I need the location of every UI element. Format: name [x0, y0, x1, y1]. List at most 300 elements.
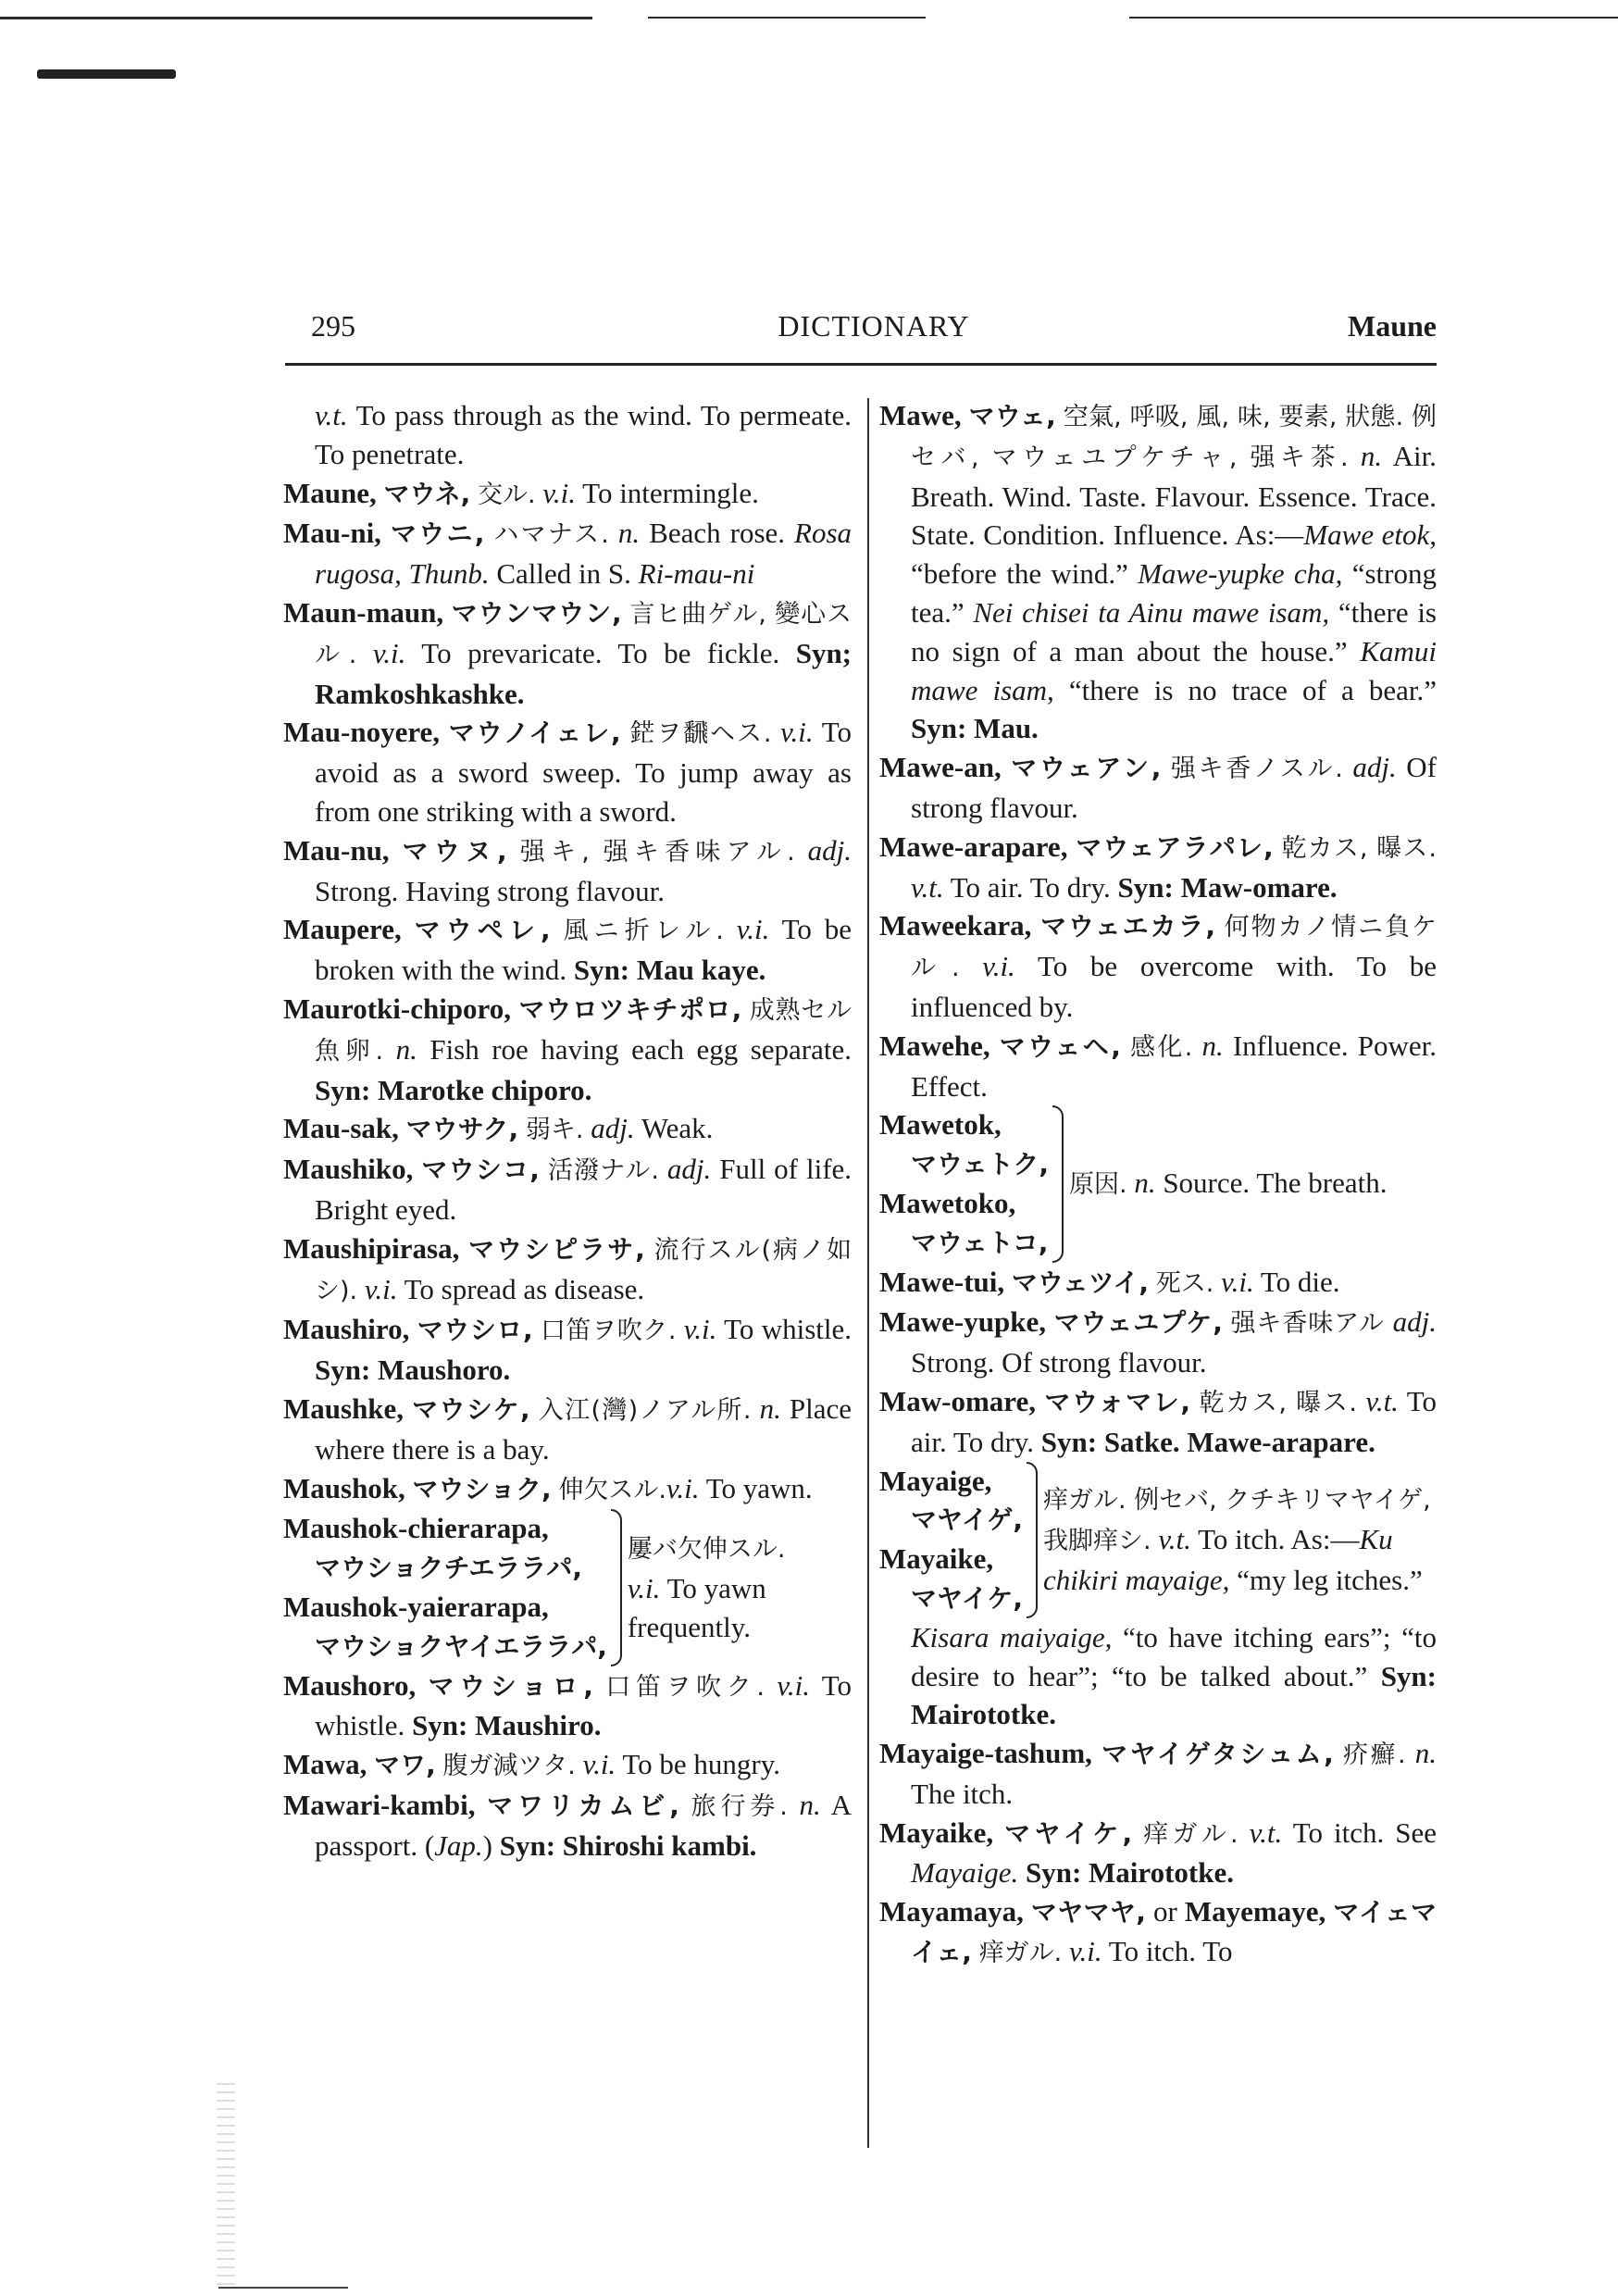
definition-text [593, 1669, 605, 1702]
synonym: Syn: Mau kaye. [573, 954, 766, 987]
japanese-gloss: 死ス. [1155, 1268, 1214, 1298]
dictionary-entry [283, 990, 852, 1109]
dictionary-entry [879, 1303, 1437, 1382]
definition-text: A passport. ( [315, 1788, 853, 1862]
katakana-reading: マウショクチエララパ, [315, 1553, 582, 1584]
italic-text: Rosa rugosa, Thunb. [315, 517, 853, 591]
brace [611, 1509, 622, 1666]
dictionary-entry [283, 593, 852, 713]
definition-text: To itch. See [1282, 1816, 1438, 1849]
definition-text [1215, 909, 1225, 942]
italic-text: Kisara maiyaige, [911, 1620, 1113, 1653]
grouped-headword-line [283, 1548, 607, 1588]
headword: Mayaike, [879, 1542, 994, 1576]
dictionary-entry [283, 831, 852, 911]
italic-text: Ku chikiri mayaige, [1042, 1523, 1393, 1596]
definition-text [436, 1748, 443, 1780]
definition-text [1046, 1305, 1054, 1338]
italic-text: v.i. [364, 1272, 398, 1305]
italic-text: Kamui mawe isam, [911, 634, 1437, 706]
definition-text: Called in S. [489, 557, 639, 591]
headword: Maushipirasa, [283, 1231, 460, 1265]
japanese-gloss: 强キ, 强キ香味アル. [519, 837, 795, 867]
definition-text [409, 1313, 417, 1345]
italic-text: v.i. [736, 913, 770, 946]
definition-text: Strong. Of strong flavour. [911, 1346, 1207, 1379]
katakana-reading: マウショク, [412, 1473, 552, 1504]
definition-text: “there is no sign of a man about the house.” [911, 595, 1437, 668]
japanese-gloss: 何物カノ情ニ負ケル. [911, 913, 1437, 983]
definition-text: To itch. To [1101, 1935, 1233, 1968]
headword: Maushiko, [283, 1153, 414, 1186]
katakana-reading: マヤイケ, [1004, 1817, 1133, 1849]
headword: Mawari-kambi, [283, 1788, 476, 1821]
dictionary-entry [879, 906, 1437, 1026]
italic-text: v.t. [315, 399, 348, 431]
definition-text [459, 1232, 468, 1265]
definition-text [1004, 1266, 1012, 1298]
dictionary-entry [283, 1109, 852, 1150]
headword: Mawe, [879, 399, 962, 431]
definition-text: To be overcome with. To be influenced by. [911, 950, 1437, 1023]
italic-text: v.t. [1365, 1384, 1399, 1417]
headword: Maushok-chierarapa, [283, 1512, 549, 1545]
japanese-gloss: 痒ガル. [978, 1939, 1063, 1968]
grouped-definition [1043, 1479, 1437, 1599]
definition-text: To pass through as the wind. To permeate. To penetrate. [315, 399, 852, 470]
definition-text [443, 596, 452, 629]
definition-text [788, 1789, 800, 1821]
japanese-gloss: 風ニ折レル. [563, 917, 724, 946]
definition-text [357, 1273, 365, 1305]
katakana-reading: マウェヘ, [999, 1030, 1121, 1062]
katakana-reading: マウェトコ, [911, 1227, 1049, 1258]
definition-text [399, 1112, 406, 1144]
column-divider [867, 398, 869, 2148]
katakana-reading: マヤイケ, [911, 1582, 1023, 1614]
definition-text [1343, 751, 1353, 783]
headword: Mayamaya, [879, 1895, 1024, 1928]
katakana-reading: マワリカムビ, [487, 1790, 679, 1821]
grouped-definition [1069, 1164, 1437, 1204]
definition-text [518, 1112, 526, 1144]
headword: Maushiro, [283, 1313, 410, 1346]
japanese-gloss: 入江(灣)ノアル所. [538, 1395, 752, 1425]
italic-text: n. [1414, 1737, 1438, 1770]
definition-text [795, 834, 808, 867]
dictionary-entry-group [283, 1509, 852, 1666]
dictionary-entry [879, 1734, 1437, 1814]
headword: Mawehe, [879, 1029, 990, 1062]
definition-text [470, 477, 478, 509]
italic-text: Ri-mau-ni [638, 557, 755, 591]
definition-text [1092, 1737, 1101, 1769]
headword: Maushok, [283, 1471, 405, 1504]
definition-text: ) [482, 1828, 500, 1862]
dictionary-entry [283, 1469, 852, 1510]
grouped-definition [628, 1529, 852, 1646]
definition-text: “my leg itches.” [1229, 1564, 1423, 1596]
grouped-headword-line [283, 1509, 607, 1548]
japanese-gloss: 言ヒ曲ゲル, 變心スル. [315, 599, 853, 669]
definition-text [724, 913, 737, 945]
headword: Maurotki-chiporo, [283, 992, 512, 1025]
headword: Mayaike, [879, 1816, 994, 1849]
japanese-gloss: 口笛ヲ吹ク. [605, 1672, 765, 1702]
definition-text [484, 517, 493, 549]
definition-text [390, 834, 403, 867]
grouped-headword-line [283, 1627, 607, 1666]
italic-text: adj. [1392, 1305, 1438, 1339]
definition-text: To avoid as a sword sweep. To jump away as from one striking with a sword. [315, 716, 853, 828]
italic-text: v.i. [1069, 1935, 1102, 1968]
katakana-reading: マウヌ, [402, 835, 507, 867]
definition-text [511, 992, 519, 1025]
katakana-reading: マイェマイェ, [911, 1897, 1438, 1968]
definition-text [1357, 1385, 1365, 1417]
dictionary-entry-group [879, 1462, 1437, 1618]
definition-text [402, 913, 415, 945]
japanese-gloss: 活潑ナル. [547, 1156, 659, 1186]
katakana-reading: マウショクヤイエララパ, [315, 1630, 607, 1662]
grouped-headword-line [879, 1578, 1023, 1618]
definition-text: To be broken with the wind. [315, 913, 853, 987]
dictionary-entry [283, 910, 852, 990]
italic-text: v.t. [1158, 1523, 1191, 1556]
dictionary-entry [879, 1027, 1437, 1106]
grouped-headword-line [879, 1500, 1023, 1540]
japanese-gloss: 腹ガ減ツタ. [442, 1752, 576, 1781]
grouped-headword-line [879, 1144, 1049, 1184]
italic-text: Nei chisei ta Ainu mawe isam, [973, 595, 1330, 629]
definition-text [621, 716, 630, 748]
japanese-gloss: 乾カス, 曝ス. [1281, 833, 1438, 863]
definition-text [383, 1033, 396, 1066]
headword: Maushoro, [283, 1668, 417, 1702]
definition-text: Influence. Power. Effect. [911, 1029, 1438, 1103]
italic-text: Mawe-yupke cha, [1138, 557, 1343, 591]
definition-text [972, 1935, 979, 1967]
headword: Mau-noyere, [283, 716, 441, 749]
katakana-reading: マヤイゲタシュム, [1101, 1739, 1334, 1770]
katakana-reading: マウペレ, [414, 915, 551, 946]
definition-text [962, 399, 969, 431]
definition-text: Weak. [634, 1112, 714, 1145]
dictionary-entry [879, 748, 1437, 828]
definition-text: To yawn. [699, 1471, 813, 1504]
italic-text: v.i. [777, 1668, 810, 1702]
definition-text [1132, 1816, 1143, 1849]
definition-text: To yawn frequently. [627, 1572, 766, 1643]
italic-text: n. [1360, 439, 1383, 472]
japanese-gloss: 感化. [1129, 1032, 1193, 1062]
headword: Maw-omare, [879, 1384, 1037, 1417]
japanese-gloss: 痒ガル. 例セバ, クチキリマヤイゲ, 我脚痒シ. [1042, 1486, 1431, 1556]
definition-text: Fish roe having each egg separate. [417, 1032, 852, 1066]
katakana-reading: マウロツキチポロ, [518, 993, 742, 1025]
katakana-reading: マウェツイ, [1011, 1267, 1150, 1298]
dictionary-entry [283, 1666, 852, 1746]
japanese-gloss: 流行スル(病ノ如シ). [315, 1235, 852, 1305]
scan-top-rule-left [0, 17, 592, 19]
dictionary-entry [283, 1786, 852, 1866]
synonym: Syn: Maw-omare. [1117, 870, 1338, 904]
definition-text [1024, 1895, 1031, 1928]
dictionary-entry [283, 1229, 852, 1311]
headword: Mawe-yupke, [879, 1305, 1046, 1339]
headword: Maushok-yaierarapa, [283, 1590, 549, 1623]
synonym: Syn: Mau. [911, 712, 1039, 745]
italic-text: v.i. [683, 1313, 717, 1346]
katakana-reading: マウンマウン, [451, 597, 622, 629]
katakana-reading: マウノイェレ, [448, 718, 621, 749]
headword: Mayemaye, [1184, 1895, 1326, 1928]
definition-text [1161, 751, 1171, 783]
definition-text: To itch. As:— [1190, 1523, 1360, 1556]
headword: Mau-nu, [283, 833, 390, 867]
definition-text [367, 1748, 374, 1780]
definition-text [993, 1816, 1004, 1849]
dictionary-entry [283, 1745, 852, 1786]
italic-text: v.i. [627, 1572, 661, 1604]
japanese-gloss: 疥癬. [1343, 1741, 1406, 1770]
definition-text [751, 1392, 759, 1425]
japanese-gloss: 鋩ヲ飜ヘス. [629, 719, 772, 749]
definition-text [1067, 830, 1076, 863]
definition-text: Beach rose. [640, 517, 795, 550]
dictionary-entry-continuation [283, 396, 852, 474]
headword: Mawe-arapare, [879, 830, 1068, 863]
definition-text: Full of life. Bright eyed. [315, 1153, 853, 1226]
headword: Mau-ni, [283, 517, 381, 550]
italic-text: Jap. [434, 1828, 483, 1862]
definition-text [1031, 909, 1040, 942]
dictionary-entry-group [879, 1105, 1437, 1262]
headword: Maupere, [283, 913, 402, 946]
definition-text [1385, 1305, 1393, 1338]
scan-top-rule-right [1129, 17, 1618, 19]
katakana-reading: マウォマレ, [1044, 1386, 1191, 1417]
synonym: Syn: Maushiro. [412, 1709, 602, 1742]
japanese-gloss: 痒ガル. [1143, 1819, 1238, 1849]
katakana-reading: マウシコ, [421, 1154, 540, 1186]
dictionary-entry [879, 1382, 1437, 1462]
dictionary-entry [879, 396, 1437, 748]
definition-text: Source. The breath. [1155, 1167, 1388, 1200]
japanese-gloss: 原因. [1068, 1170, 1127, 1200]
katakana-reading: マヤイゲ, [911, 1504, 1023, 1536]
grouped-headword-line [283, 1588, 607, 1627]
italic-text: n. [759, 1391, 781, 1425]
katakana-reading: マウェアラパレ, [1076, 831, 1274, 863]
definition-text [1238, 1816, 1250, 1849]
italic-text: n. [395, 1032, 417, 1066]
brace [1027, 1462, 1038, 1618]
definition-text: “to have itching ears”; “to desire to hear”; “to be talked about.” [911, 1620, 1437, 1692]
headword: Mawa, [283, 1748, 367, 1781]
synonym: Syn: Mairototke. [1025, 1856, 1234, 1890]
definition-text [551, 913, 564, 945]
definition-text [1274, 830, 1282, 863]
grouped-headword-line [879, 1105, 1049, 1144]
definition-text [507, 834, 520, 867]
brace [1052, 1105, 1064, 1262]
definition-text [771, 716, 780, 748]
italic-text: Mayaige. [911, 1856, 1019, 1890]
headword: Maune, [283, 476, 377, 509]
synonym: Syn; Ramkoshkashke. [315, 636, 853, 710]
headword: Mawe-tui, [879, 1265, 1005, 1298]
italic-text: v.i. [372, 636, 406, 669]
definition-text: To prevaricate. To be fickle. [405, 636, 796, 669]
italic-text: v.i. [780, 716, 814, 749]
definition-text [679, 1789, 691, 1821]
japanese-gloss: 强キ香味アル [1230, 1309, 1385, 1339]
scan-smudge [37, 69, 176, 79]
grouped-headword-line [879, 1462, 1023, 1501]
japanese-gloss: 交ル. [478, 480, 536, 509]
definition-text [1149, 1266, 1156, 1298]
headword: Mayaige-tashum, [879, 1737, 1092, 1770]
dictionary-entry [283, 514, 852, 593]
definition-text [741, 992, 750, 1025]
katakana-reading: マウシケ, [412, 1393, 530, 1425]
katakana-reading: マウニ, [390, 518, 485, 550]
katakana-reading: マウェアン, [1011, 753, 1162, 784]
italic-text: adj. [807, 833, 853, 867]
dictionary-entry [283, 1150, 852, 1229]
synonym: Syn: Mairototke. [911, 1659, 1437, 1731]
katakana-reading: マウェ, [968, 401, 1056, 431]
header-rule [285, 363, 1437, 366]
dictionary-entry [283, 713, 852, 830]
definition-text [416, 1669, 428, 1702]
definition-text [1036, 1385, 1044, 1417]
dictionary-entry [879, 1892, 1437, 1973]
definition-text: “before the wind.” [911, 557, 1139, 591]
definition-text [476, 1789, 488, 1821]
definition-text [356, 637, 372, 669]
italic-text: n. [617, 517, 641, 550]
dictionary-entry [879, 1814, 1437, 1893]
definition-text [440, 716, 449, 748]
katakana-reading: マヤマヤ, [1030, 1897, 1146, 1928]
japanese-gloss: ハマナス. [493, 520, 609, 550]
italic-text: adj. [666, 1153, 712, 1186]
headword: Maweekara, [879, 909, 1032, 942]
synonym: Syn: Marotke chiporo. [315, 1073, 592, 1106]
definition-text [960, 950, 983, 982]
definition-text [1214, 1266, 1221, 1298]
page-header [311, 309, 1437, 346]
katakana-reading: マウショロ, [428, 1670, 593, 1702]
definition-text [377, 477, 384, 509]
dictionary-entry [283, 474, 852, 515]
definition-text: Place where there is a bay. [315, 1391, 853, 1466]
definition-text: Strong. Having strong flavour. [315, 874, 665, 907]
definition-text [659, 1153, 667, 1185]
italic-text: v.i. [666, 1471, 700, 1504]
definition-text [676, 1313, 683, 1345]
right-column [879, 396, 1437, 1973]
grouped-headword-line [879, 1540, 1023, 1578]
guide-word: Maune [1348, 309, 1437, 343]
japanese-gloss: 伸欠スル. [558, 1475, 666, 1504]
definition-text: or [1145, 1895, 1185, 1928]
headword: Mawetoko, [879, 1186, 1016, 1219]
scan-top-rule-center [648, 17, 926, 19]
katakana-reading: マウシピラサ, [468, 1233, 645, 1265]
definition-text [576, 1748, 583, 1780]
japanese-gloss: 强キ香ノスル. [1170, 755, 1343, 784]
grouped-headword-line [879, 1184, 1049, 1223]
grouped-headwords [879, 1462, 1023, 1618]
definition-text [765, 1669, 777, 1702]
katakana-reading: マワ, [374, 1750, 436, 1781]
italic-text: Mawe etok, [1303, 518, 1438, 552]
definition-text [1192, 1029, 1201, 1062]
dictionary-entry-continuation [879, 1618, 1437, 1734]
definition-text [1062, 1935, 1069, 1967]
japanese-gloss: 乾カス, 曝ス. [1199, 1388, 1357, 1417]
definition-text: “there is no trace of a bear.” [1053, 673, 1438, 706]
definition-text [405, 1472, 413, 1504]
japanese-gloss: 弱キ. [525, 1116, 584, 1145]
japanese-gloss: 空氣, 呼吸, 風, 味, 要素, 狀態. 例セバ, マウェユプケチャ, 强キ茶. [911, 403, 1438, 472]
definition-text [990, 1029, 1000, 1062]
definition-text [1018, 1856, 1026, 1889]
headword: Mayaige, [879, 1464, 992, 1497]
definition-text: “strong tea.” [911, 557, 1437, 629]
definition-text [530, 1392, 539, 1425]
definition-text: To be hungry. [616, 1748, 780, 1781]
definition-text [381, 517, 391, 549]
synonym: Syn: Shiroshi kambi. [499, 1828, 757, 1862]
definition-text [1002, 751, 1012, 783]
synonym: Syn: Satke. Mawe-arapare. [1040, 1425, 1375, 1458]
definition-text: To air. To dry. [911, 1384, 1438, 1458]
definition-text: To die. [1253, 1265, 1340, 1298]
scan-bottom-rule [218, 2287, 348, 2289]
definition-text: The itch. [911, 1777, 1014, 1810]
katakana-reading: マウェユプケ, [1053, 1307, 1223, 1339]
headword: Maun-maun, [283, 595, 444, 629]
definition-text [404, 1392, 412, 1425]
running-title: DICTIONARY [778, 309, 970, 343]
katakana-reading: マウシロ, [417, 1315, 533, 1346]
headword: Mau-sak, [283, 1112, 399, 1145]
definition-text: To air. To dry. [943, 870, 1118, 904]
definition-text: Of strong flavour. [911, 751, 1437, 824]
italic-text: v.i. [542, 476, 576, 509]
japanese-gloss: 成熟セル魚卵. [315, 995, 853, 1066]
headword: Mawe-an, [879, 751, 1002, 784]
grouped-headwords [879, 1105, 1049, 1262]
japanese-gloss: 屢バ欠伸スル. [627, 1535, 786, 1565]
italic-text: n. [1134, 1167, 1156, 1200]
dictionary-entry [879, 828, 1437, 907]
katakana-reading: マウネ, [383, 478, 471, 509]
grouped-headword-line [879, 1223, 1049, 1263]
definition-text: To whistle. [315, 1668, 853, 1742]
katakana-reading: マウサク, [405, 1114, 519, 1145]
definition-text [1121, 1029, 1130, 1062]
italic-text: v.t. [1249, 1816, 1283, 1849]
headword: Maushke, [283, 1391, 404, 1425]
definition-text [1056, 399, 1064, 431]
italic-text: n. [1201, 1029, 1224, 1062]
italic-text: adj. [591, 1112, 635, 1145]
